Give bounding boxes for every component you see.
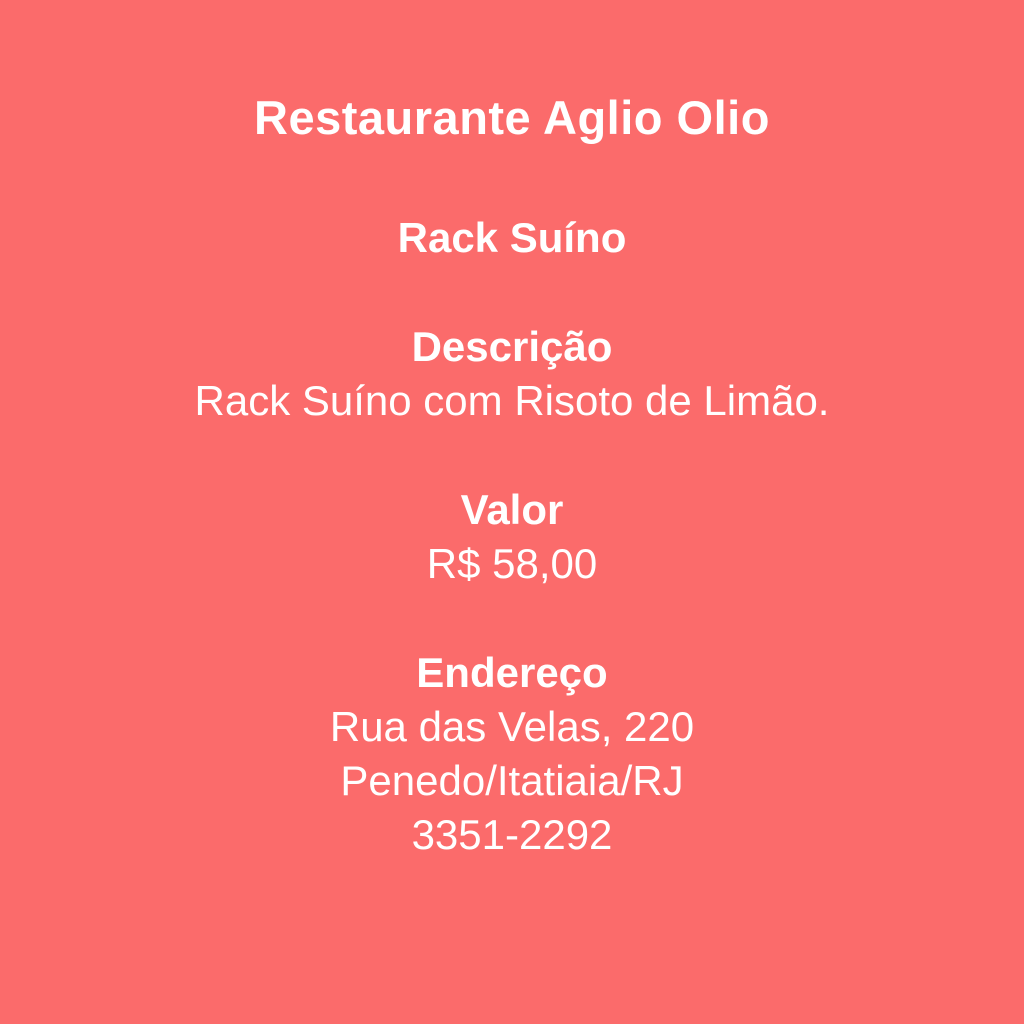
dish-name: Rack Suíno (397, 214, 627, 261)
phone-number: 3351-2292 (411, 811, 613, 858)
address-section (0, 646, 1024, 862)
restaurant-name-title: Restaurante Aglio Olio (254, 91, 770, 144)
description-section (0, 320, 1024, 428)
address-street: Rua das Velas, 220 (329, 703, 695, 750)
price-section (0, 483, 1024, 591)
price-heading: Valor (460, 486, 564, 533)
address-city: Penedo/Itatiaia/RJ (340, 757, 684, 804)
description-text: Rack Suíno com Risoto de Limão. (194, 377, 830, 424)
description-heading: Descrição (411, 323, 613, 370)
address-heading: Endereço (416, 649, 608, 696)
price-value: R$ 58,00 (426, 540, 598, 587)
